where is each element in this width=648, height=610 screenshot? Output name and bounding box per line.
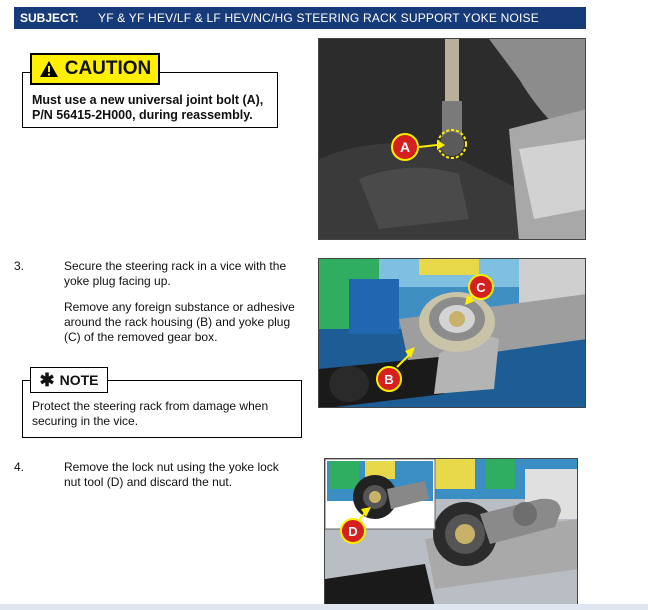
subject-label: SUBJECT: (20, 11, 79, 25)
subject-bar (14, 7, 586, 29)
note-header (30, 367, 108, 393)
callout-a: A (399, 139, 411, 155)
note-text (32, 399, 294, 429)
step-3-line-3: Remove any foreign substance or adhesive (64, 300, 295, 314)
step-3-line-2: yoke plug facing up. (64, 274, 171, 288)
step-4-line-1: Remove the lock nut using the yoke lock (64, 460, 279, 474)
note-line-2: securing in the vice. (32, 414, 139, 428)
caution-line-1: Must use a new universal joint bolt (A), (32, 93, 264, 107)
callout-c: C (476, 280, 486, 295)
note-line-1: Protect the steering rack from damage when (32, 399, 269, 413)
caution-line-2: P/N 56415-2H000, during reassembly. (32, 108, 253, 122)
caution-header (30, 53, 160, 85)
step-4-number: 4. (14, 460, 25, 474)
caution-text (32, 93, 272, 123)
step-3-line-4: around the rack housing (B) and yoke plug (64, 315, 291, 329)
step-3-text (64, 259, 314, 345)
callout-b: B (384, 372, 394, 387)
photo-universal-joint-illustration (319, 39, 586, 240)
step-4-text (64, 460, 314, 490)
footer-strip (0, 604, 648, 610)
callout-d: D (348, 524, 358, 539)
photo-yoke-tool-illustration (325, 459, 578, 606)
step-3-line-1: Secure the steering rack in a vice with the (64, 259, 287, 273)
asterisk-icon: ✱ (39, 370, 55, 390)
photo-steering-rack-vice (318, 258, 586, 408)
photo-universal-joint (318, 38, 586, 240)
photo-steering-rack-illustration (319, 259, 586, 408)
step-4-line-2: nut tool (D) and discard the nut. (64, 475, 233, 489)
step-3-line-5: (C) of the removed gear box. (64, 330, 218, 344)
subject-text: YF & YF HEV/LF & LF HEV/NC/HG STEERING RACK SUPPORT YOKE NOISE (98, 11, 539, 25)
caution-title: CAUTION (64, 58, 152, 79)
photo-yoke-lock-nut-tool (324, 458, 578, 606)
note-title: NOTE (59, 372, 99, 388)
step-3-number: 3. (14, 259, 25, 273)
warning-triangle-icon (39, 60, 59, 78)
